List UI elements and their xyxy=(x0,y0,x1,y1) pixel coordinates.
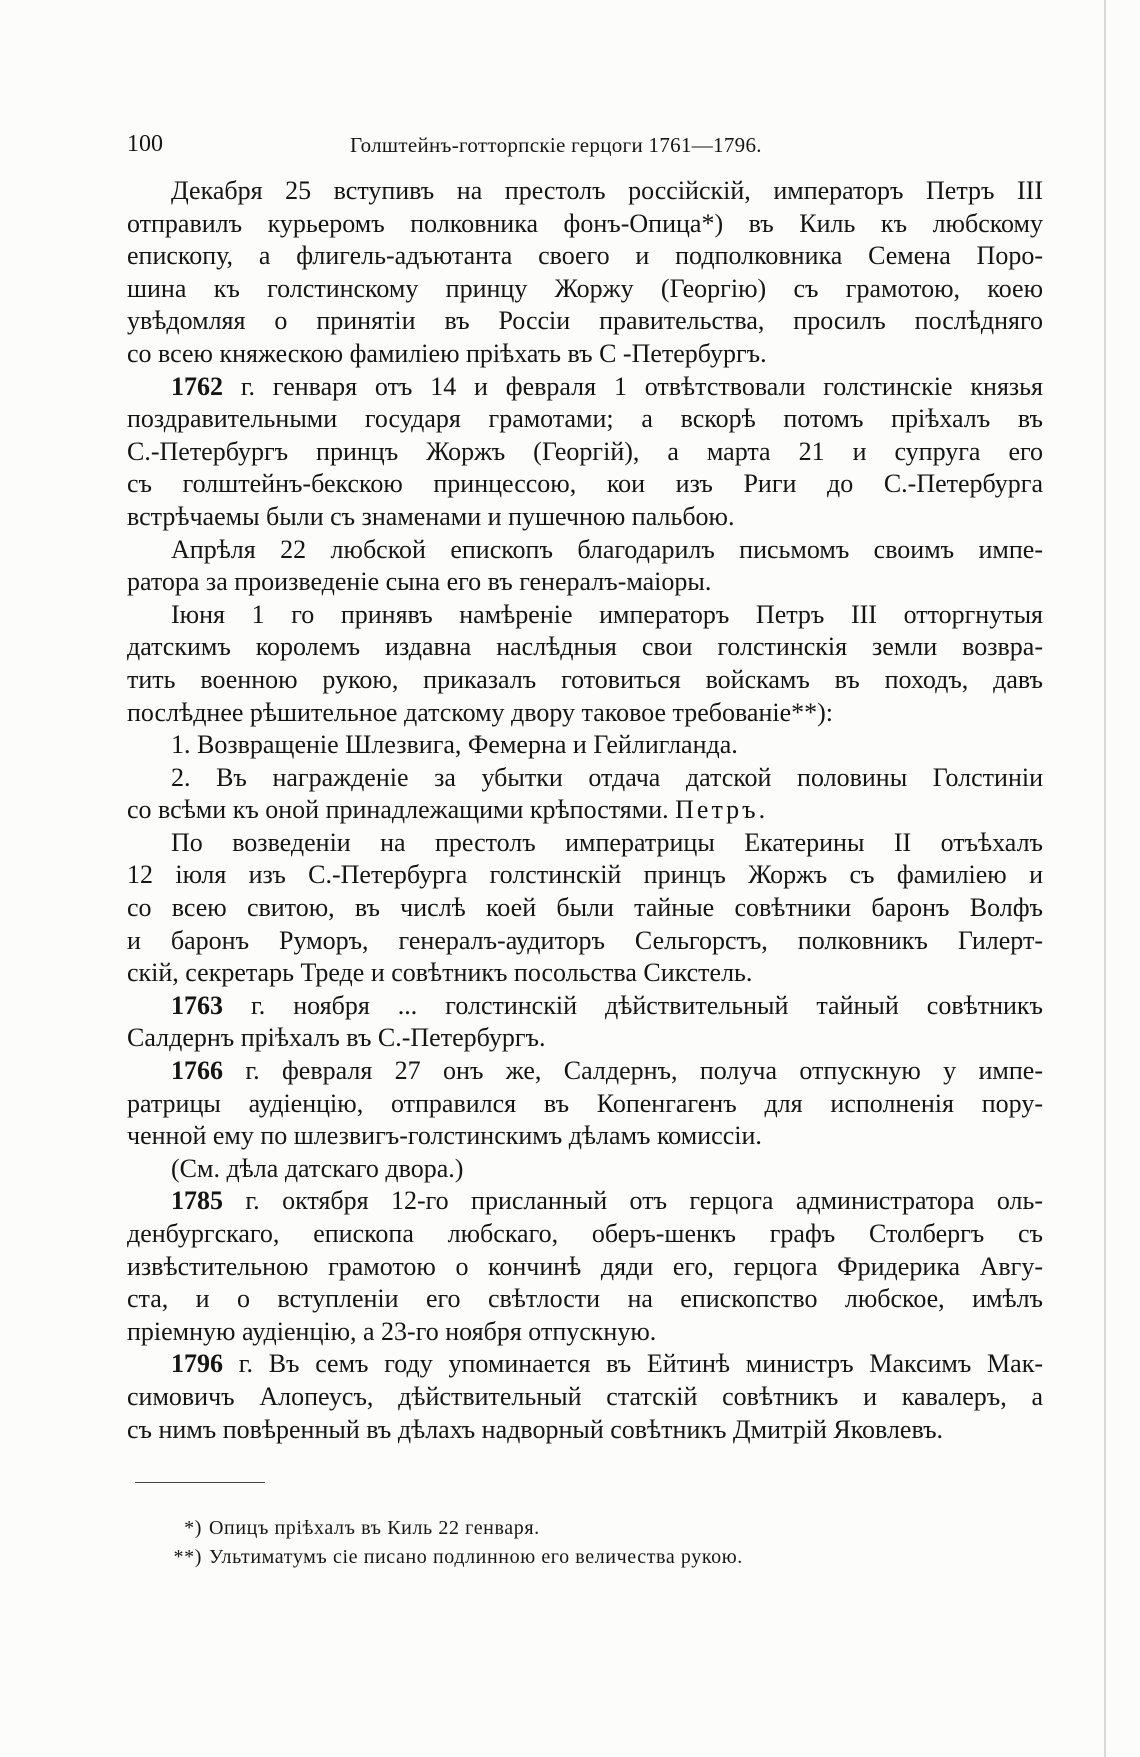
text-line xyxy=(127,957,1043,990)
text-line xyxy=(127,208,1043,241)
line-text: г. февраля 27 онъ же, Салдернъ, получа отпускную у импе- xyxy=(245,1056,1043,1086)
paragraph xyxy=(127,762,1043,827)
text-line xyxy=(127,1348,1043,1381)
text-line xyxy=(127,1414,1043,1447)
text-line xyxy=(127,501,1043,534)
line-text: денбургскаго, епископа любскаго, оберъ-шенкъ графъ Столбергъ съ xyxy=(127,1219,1043,1248)
line-text: со всѣми къ оной принадлежащими крѣпостями. xyxy=(127,795,669,825)
footnote-separator xyxy=(135,1482,265,1483)
footnote-mark: **) xyxy=(173,1546,202,1568)
line-text: 2. Въ награжденіе за убытки отдача датской половины Голстиніи xyxy=(171,762,1043,792)
line-text: 12 іюля изъ С.-Петербурга голстинскій принцъ Жоржъ съ фамиліею и xyxy=(127,860,1043,890)
line-text: ста, и о вступленіи его свѣтлости на епископство любское, имѣлъ xyxy=(127,1284,1043,1314)
paragraph xyxy=(127,1185,1043,1348)
footnote-text: Ультиматумъ сіе писано подлинною его величества рукою. xyxy=(209,1546,743,1568)
line-text: 1. Возвращеніе Шлезвига, Фемерна и Гейлигланда. xyxy=(171,730,738,760)
line-text: послѣднее рѣшительное датскому двору таковое требованіе**): xyxy=(127,697,834,727)
line-text: съ нимъ повѣренный въ дѣлахъ надворный совѣтникъ Дмитрій Яковлевъ. xyxy=(127,1414,944,1444)
line-text: Іюня 1 го принявъ намѣреніе императоръ Петръ III отторгнутыя xyxy=(171,599,1043,629)
text-line xyxy=(127,468,1043,501)
paragraph xyxy=(127,1153,1043,1186)
line-text: симовичъ Алопеусъ, дѣйствительный статскій совѣтникъ и кавалеръ, а xyxy=(127,1381,1043,1411)
line-text: ченной ему по шлезвигъ-голстинскимъ дѣламъ комиссіи. xyxy=(127,1121,762,1151)
line-text: тить военною рукою, приказалъ готовиться войскамъ въ походъ, давъ xyxy=(127,664,1043,694)
line-text: г. ноября ... голстинскій дѣйствительный тайный совѣтникъ xyxy=(251,990,1043,1020)
footnote-mark: *) xyxy=(184,1517,202,1539)
text-line xyxy=(127,664,1043,697)
paragraph xyxy=(127,1055,1043,1153)
footnote xyxy=(0,1543,1100,1572)
page-number: 100 xyxy=(127,131,163,157)
line-text: со всею княжескою фамиліею пріѣхать въ С -Петербургъ. xyxy=(127,338,767,368)
line-text: увѣдомляя о принятіи въ Россіи правительства, просилъ послѣдняго xyxy=(127,306,1043,336)
paragraph xyxy=(127,990,1043,1055)
text-line xyxy=(127,827,1043,860)
line-text: епископу, а флигель-адъютанта своего и подполковника Семена Поро- xyxy=(127,241,1043,271)
line-text: скій, секретарь Треде и совѣтникъ посольства Сикстель. xyxy=(127,958,753,988)
text-line xyxy=(127,762,1043,795)
text-line xyxy=(127,631,1043,664)
line-text: извѣстительною грамотою о кончинѣ дяди его, герцога Фридерика Авгу- xyxy=(127,1251,1043,1281)
line-text: съ голштейнъ-бекскою принцессою, кои изъ Риги до С.-Петербурга xyxy=(127,469,1043,499)
text-line xyxy=(127,1153,1043,1186)
text-line xyxy=(127,1251,1043,1284)
text-line xyxy=(127,566,1043,599)
text-line xyxy=(127,1055,1043,1088)
text-line xyxy=(127,403,1043,436)
line-text: шина къ голстинскому принцу Жоржу (Георгію) съ грамотою, коею xyxy=(127,273,1043,303)
text-line xyxy=(127,599,1043,632)
line-text: со всею свитою, въ числѣ коей были тайные совѣтники баронъ Волфъ xyxy=(127,893,1043,923)
text-line xyxy=(127,1218,1043,1251)
paragraph xyxy=(127,599,1043,729)
text-line xyxy=(127,436,1043,469)
text-line xyxy=(127,1283,1043,1316)
footnotes xyxy=(0,1514,1100,1572)
year-heading: 1785 xyxy=(171,1186,223,1216)
text-line xyxy=(127,697,1043,730)
line-text: отправилъ курьеромъ полковника фонъ-Опица*) въ Киль къ любскому xyxy=(127,208,1043,238)
main-text xyxy=(127,175,1043,1446)
line-text: и баронъ Руморъ, генералъ-аудиторъ Сельгорстъ, полковникъ Гилерт- xyxy=(127,925,1043,955)
line-text: С.-Петербургъ принцъ Жоржъ (Георгій), а марта 21 и супруга его xyxy=(127,436,1043,466)
line-text: г. октября 12-го присланный отъ герцога администратора оль- xyxy=(245,1186,1043,1216)
line-text: ратора за произведеніе сына его въ генералъ-маіоры. xyxy=(127,567,712,597)
line-text: датскимъ королемъ издавна наслѣдныя свои голстинскія земли возвра- xyxy=(127,632,1043,662)
running-title: Голштейнъ-готторпскіе герцоги 1761—1796. xyxy=(350,133,762,157)
text-line xyxy=(127,859,1043,892)
text-line xyxy=(127,240,1043,273)
text-line xyxy=(127,1120,1043,1153)
text-line xyxy=(127,1185,1043,1218)
line-text: (См. дѣла датскаго двора.) xyxy=(171,1153,464,1183)
text-line xyxy=(127,371,1043,404)
text-line xyxy=(127,729,1043,762)
paragraph xyxy=(127,827,1043,990)
text-line xyxy=(127,1088,1043,1121)
line-text: Салдернъ пріѣхалъ въ С.-Петербургъ. xyxy=(127,1023,546,1053)
paragraph xyxy=(127,1348,1043,1446)
line-text: г. Въ семъ году упоминается въ Ейтинѣ министръ Максимъ Мак- xyxy=(238,1349,1043,1379)
year-heading: 1763 xyxy=(171,990,223,1020)
text-line xyxy=(127,1022,1043,1055)
text-line xyxy=(127,338,1043,371)
text-line xyxy=(127,273,1043,306)
text-line xyxy=(127,925,1043,958)
line-text: Декабря 25 вступивъ на престолъ россійскій, императоръ Петръ III xyxy=(171,176,1043,205)
line-text: поздравительными государя грамотами; а вскорѣ потомъ пріѣхалъ въ xyxy=(127,404,1043,434)
text-line xyxy=(127,305,1043,338)
line-text: встрѣчаемы были съ знаменами и пушечною пальбою. xyxy=(127,501,735,531)
text-line xyxy=(127,794,1043,827)
paragraph xyxy=(127,371,1043,534)
paragraph xyxy=(127,729,1043,762)
text-line xyxy=(127,892,1043,925)
text-line xyxy=(127,1316,1043,1349)
line-text: По возведеніи на престолъ императрицы Екатерины II отъѣхалъ xyxy=(171,827,1043,857)
text-line xyxy=(127,1381,1043,1414)
paragraph xyxy=(127,175,1043,371)
line-text: ратрицы аудіенцію, отправился въ Копенгагенъ для исполненія пору- xyxy=(127,1088,1043,1118)
year-heading: 1766 xyxy=(171,1056,223,1086)
footnote xyxy=(0,1514,1100,1543)
paragraph xyxy=(127,534,1043,599)
footnote-text: Опицъ пріѣхалъ въ Киль 22 генваря. xyxy=(209,1517,540,1539)
text-line xyxy=(127,175,1043,208)
line-text: г. генваря отъ 14 и февраля 1 отвѣтствовали голстинскіе князья xyxy=(240,371,1043,401)
year-heading: 1796 xyxy=(171,1349,223,1379)
text-line xyxy=(127,990,1043,1023)
signature: Петръ. xyxy=(675,795,769,825)
line-text: пріемную аудіенцію, а 23-го ноября отпускную. xyxy=(127,1316,657,1346)
page-edge xyxy=(1104,0,1106,1757)
year-heading: 1762 xyxy=(171,371,223,401)
text-line xyxy=(127,534,1043,567)
line-text: Апрѣля 22 любской епископъ благодарилъ письмомъ своимъ импе- xyxy=(171,534,1043,564)
